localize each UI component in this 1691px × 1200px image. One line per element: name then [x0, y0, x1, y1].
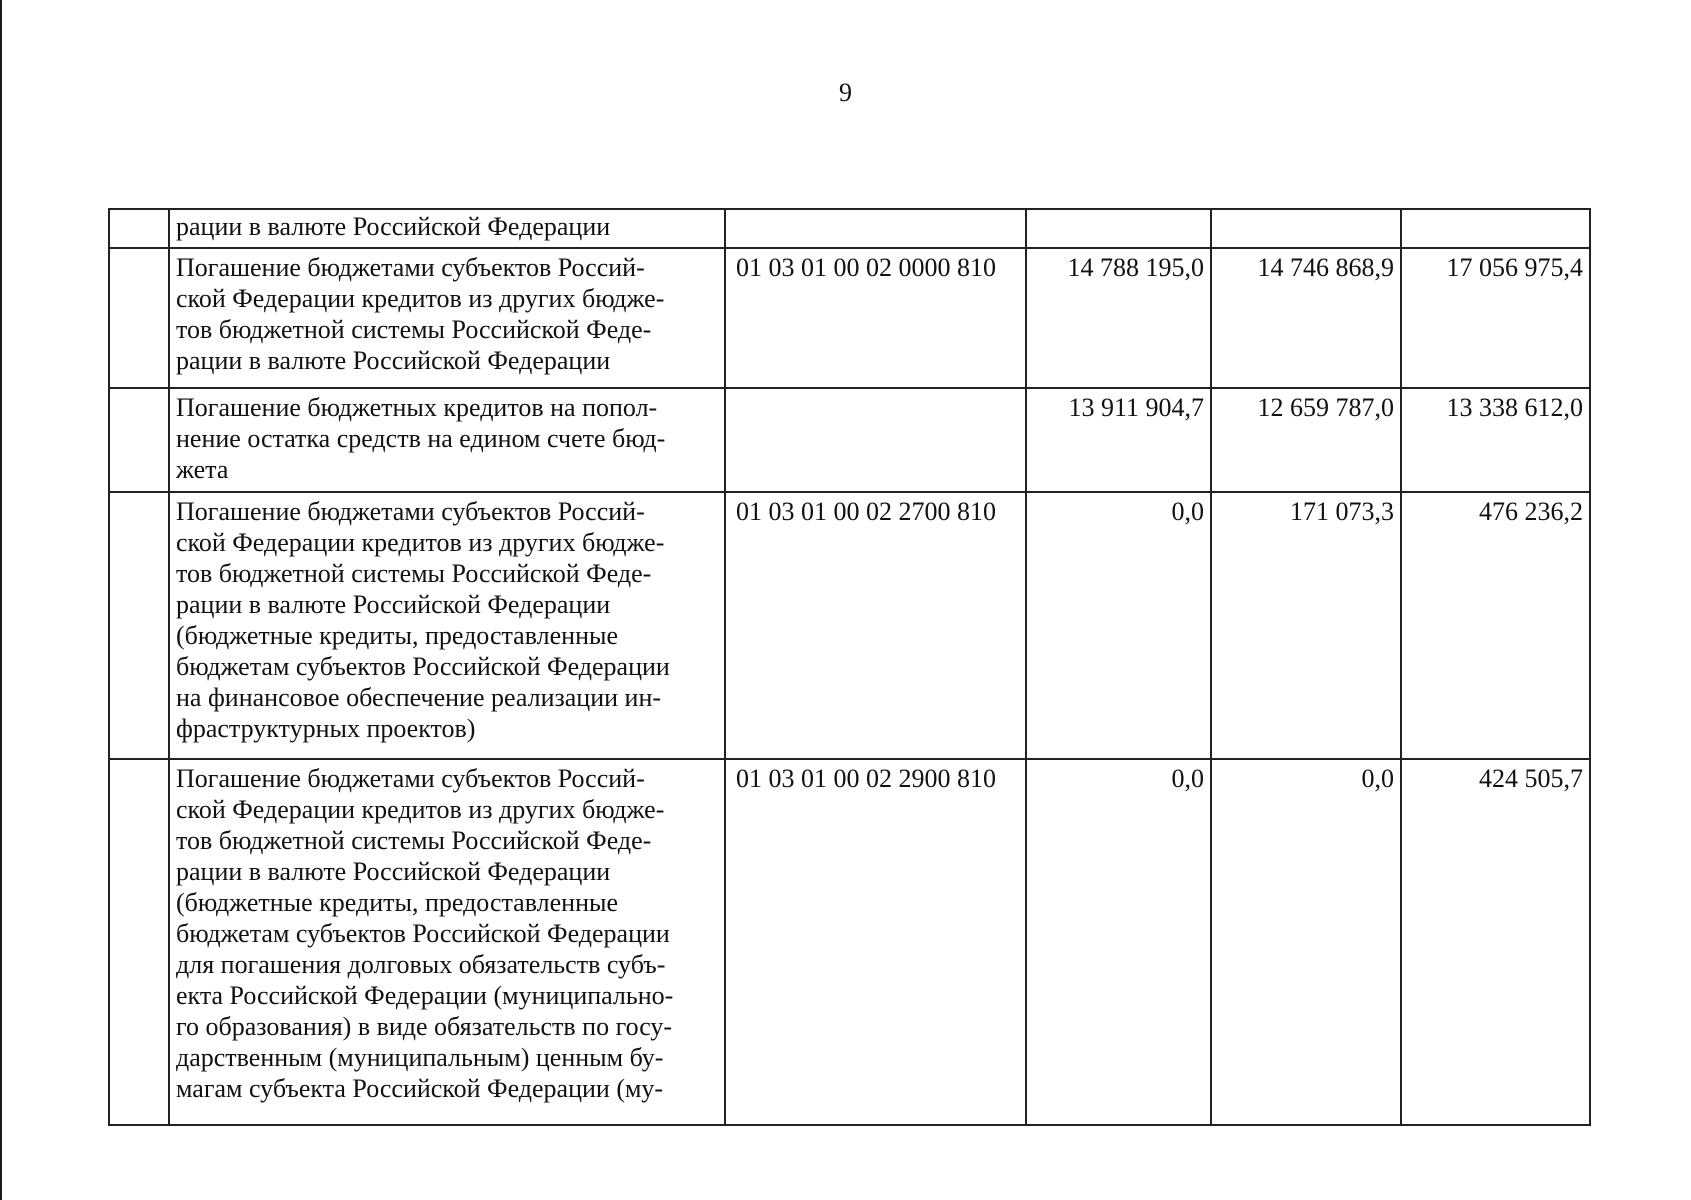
description-line: на финансовое обеспечение реализации ин-	[176, 683, 662, 712]
value-cell-2: 14 746 868,9	[1211, 248, 1401, 388]
description-cell	[169, 492, 725, 759]
description-line: тов бюджетной системы Российской Феде-	[176, 559, 652, 588]
row-number-cell	[109, 492, 169, 759]
code-cell: 01 03 01 00 02 0000 810	[725, 248, 1026, 388]
value-cell-3: 13 338 612,0	[1401, 388, 1590, 492]
description-line: бюджетам субъектов Российской Федерации	[176, 652, 670, 681]
value-cell-1: 13 911 904,7	[1026, 388, 1211, 492]
description-line: тов бюджетной системы Российской Феде-	[176, 826, 652, 855]
value-cell-2: 171 073,3	[1211, 492, 1401, 759]
description-line: Погашение бюджетами субъектов Россий-	[176, 253, 645, 282]
description-line: Погашение бюджетных кредитов на попол-	[176, 393, 658, 422]
description-line: жета	[176, 455, 229, 484]
description-line: ской Федерации кредитов из других бюдже-	[176, 528, 665, 557]
table-row	[109, 388, 1590, 492]
description-line: екта Российской Федерации (муниципально-	[176, 981, 674, 1010]
description-cell	[169, 209, 725, 248]
description-line: рации в валюте Российской Федерации	[176, 212, 611, 241]
row-number-cell	[109, 248, 169, 388]
description-line: рации в валюте Российской Федерации	[176, 590, 611, 619]
description-line: ской Федерации кредитов из других бюдже-	[176, 795, 665, 824]
row-number-cell	[109, 759, 169, 1125]
table-row	[109, 759, 1590, 1125]
table-row	[109, 209, 1590, 248]
value-cell-1: 14 788 195,0	[1026, 248, 1211, 388]
description-line: Погашение бюджетами субъектов Россий-	[176, 764, 645, 793]
description-line: нение остатка средств на едином счете бюд-	[176, 424, 666, 453]
value-cell-2	[1211, 209, 1401, 248]
description-cell	[169, 388, 725, 492]
value-cell-3: 476 236,2	[1401, 492, 1590, 759]
budget-table	[108, 208, 1591, 1126]
description-line: рации в валюте Российской Федерации	[176, 346, 611, 375]
page-number: 9	[839, 78, 852, 107]
row-number-cell	[109, 209, 169, 248]
code-cell	[725, 388, 1026, 492]
description-line: (бюджетные кредиты, предоставленные	[176, 888, 618, 917]
description-line: рации в валюте Российской Федерации	[176, 857, 611, 886]
description-line: тов бюджетной системы Российской Феде-	[176, 315, 652, 344]
code-cell: 01 03 01 00 02 2900 810	[725, 759, 1026, 1125]
description-line: дарственным (муниципальным) ценным бу-	[176, 1043, 664, 1072]
description-line: магам субъекта Российской Федерации (му-	[176, 1074, 664, 1103]
table-row	[109, 248, 1590, 388]
description-line: для погашения долговых обязательств субъ-	[176, 950, 666, 979]
description-line: ской Федерации кредитов из других бюдже-	[176, 284, 665, 313]
table-row	[109, 492, 1590, 759]
value-cell-2: 12 659 787,0	[1211, 388, 1401, 492]
description-line: фраструктурных проектов)	[176, 714, 476, 743]
description-line: го образования) в виде обязательств по госу-	[176, 1012, 673, 1041]
value-cell-1: 0,0	[1026, 492, 1211, 759]
value-cell-1	[1026, 209, 1211, 248]
description-cell	[169, 759, 725, 1125]
row-number-cell	[109, 388, 169, 492]
description-line: бюджетам субъектов Российской Федерации	[176, 919, 670, 948]
value-cell-1: 0,0	[1026, 759, 1211, 1125]
description-line: (бюджетные кредиты, предоставленные	[176, 621, 618, 650]
value-cell-3	[1401, 209, 1590, 248]
value-cell-2: 0,0	[1211, 759, 1401, 1125]
value-cell-3: 17 056 975,4	[1401, 248, 1590, 388]
description-line: Погашение бюджетами субъектов Россий-	[176, 497, 645, 526]
page-left-rule	[0, 0, 2, 1200]
code-cell	[725, 209, 1026, 248]
code-cell: 01 03 01 00 02 2700 810	[725, 492, 1026, 759]
value-cell-3: 424 505,7	[1401, 759, 1590, 1125]
description-cell	[169, 248, 725, 388]
